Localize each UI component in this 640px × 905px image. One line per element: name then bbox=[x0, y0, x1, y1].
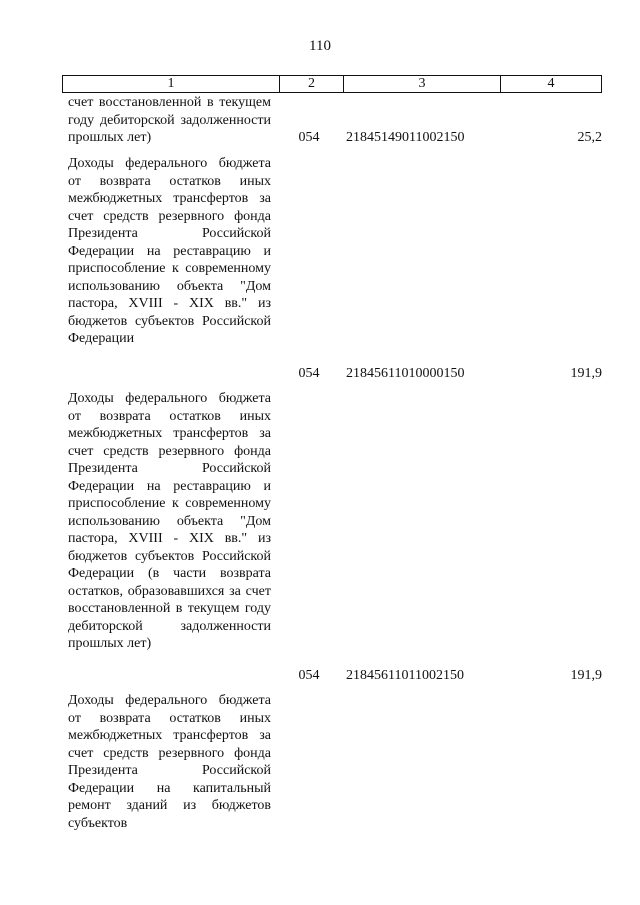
row-kbk-code: 21845149011002150 bbox=[346, 130, 465, 145]
row-description: Доходы федерального бюджета от возврата остатков иных межбюджетных трансфертов за счет средств резервного фонда Президента Российской Федерации на реставрацию и приспособление к современному использованию объекта "Дом пастора, XVIII - XIX вв." из бюджетов субъектов Российской Федерации (в части возврата остатков, образовавшихся за счет восстановленной в текущем году дебиторской задолженности прошлых лет) bbox=[68, 391, 271, 651]
page-number: 110 bbox=[309, 38, 331, 54]
column-header-1: 1 bbox=[63, 76, 280, 92]
row-kbk-code: 21845611010000150 bbox=[346, 366, 465, 381]
row-kbk-code: 21845611011002150 bbox=[346, 668, 464, 683]
row-amount: 191,9 bbox=[570, 668, 602, 683]
row-description: Доходы федерального бюджета от возврата остатков иных межбюджетных трансфертов за счет средств резервного фонда Президента Российской Федерации на реставрацию и приспособление к современному использованию объекта "Дом пастора, XVIII - XIX вв." из бюджетов субъектов Российской Федерации bbox=[68, 156, 271, 346]
column-header-3: 3 bbox=[344, 76, 501, 92]
row-amount: 25,2 bbox=[577, 130, 602, 145]
row-amount: 191,9 bbox=[570, 366, 602, 381]
column-header-4: 4 bbox=[547, 76, 555, 91]
table-header-row bbox=[62, 75, 602, 93]
column-header-2: 2 bbox=[280, 76, 344, 92]
row-admin-code: 054 bbox=[298, 668, 320, 683]
row-description: счет восстановленной в текущем году дебиторской задолженности прошлых лет) bbox=[68, 95, 271, 145]
row-admin-code: 054 bbox=[298, 366, 320, 381]
row-description: Доходы федерального бюджета от возврата остатков иных межбюджетных трансфертов за счет средств резервного фонда Президента Российской Федерации на капитальный ремонт зданий из бюджетов субъектов bbox=[68, 693, 271, 831]
row-admin-code: 054 bbox=[298, 130, 320, 145]
